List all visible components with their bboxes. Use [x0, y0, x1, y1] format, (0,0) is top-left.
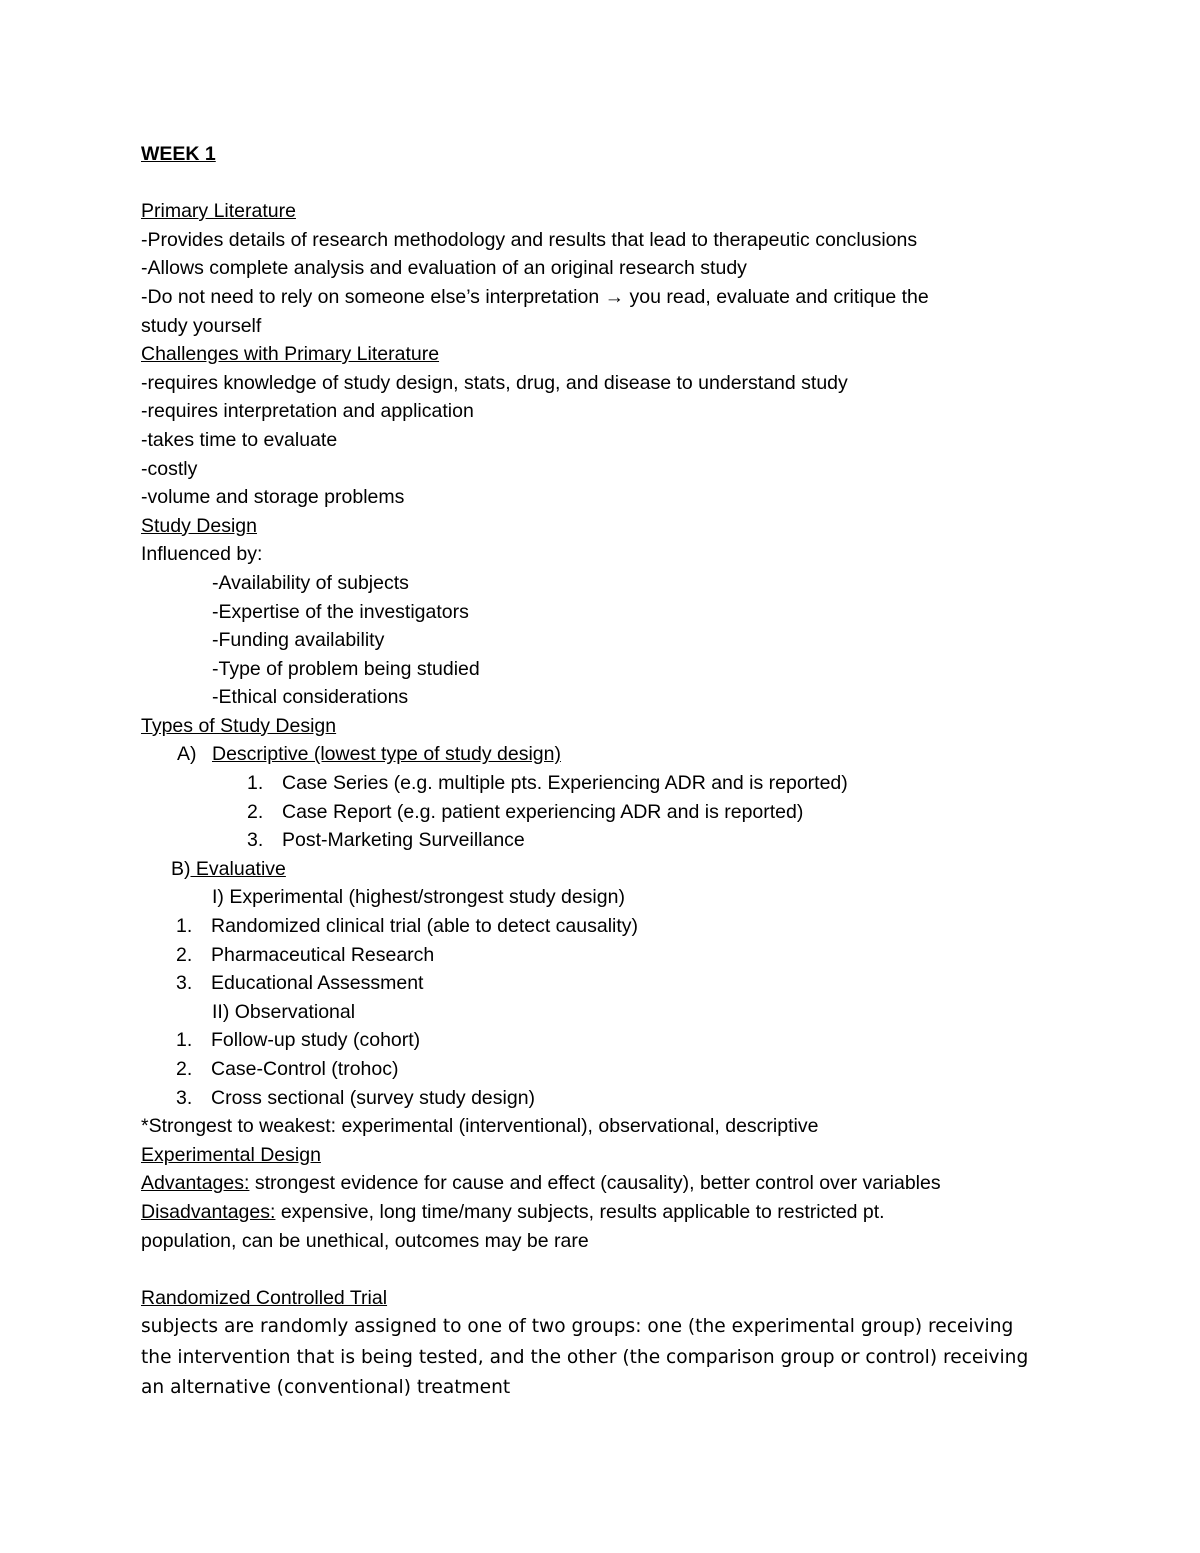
evaluative-item: [141, 855, 1041, 884]
disadvantages-line: [141, 1198, 1041, 1227]
advantages-label: Advantages:: [141, 1172, 250, 1195]
observational-subitem: [141, 1084, 1041, 1113]
primary-literature-heading: Primary Literature: [141, 200, 296, 223]
list-text: Case-Control (trohoc): [211, 1058, 399, 1080]
study-design-item: -Availability of subjects: [212, 571, 409, 594]
primary-literature-item: -Do not need to rely on someone else’s interpretation → you read, evaluate and critique the: [141, 285, 929, 308]
descriptive-label: Descriptive (lowest type of study design): [212, 743, 561, 766]
observational-subitem: [141, 1026, 1041, 1055]
list-marker: A): [177, 743, 197, 766]
advantages-line: [141, 1169, 1041, 1198]
rct-heading: Randomized Controlled Trial: [141, 1286, 388, 1309]
list-number: 3.: [176, 1086, 193, 1109]
list-number: 3.: [176, 972, 193, 995]
experimental-subitem: [141, 969, 1041, 998]
list-marker: B): [171, 857, 191, 880]
spacer: [141, 169, 1041, 198]
study-design-item: -Ethical considerations: [212, 686, 409, 709]
list-number: 2.: [247, 800, 264, 823]
descriptive-subitem: [141, 769, 1041, 798]
list-number: 2.: [176, 1058, 193, 1080]
study-design-intro: Influenced by:: [141, 543, 263, 566]
list-text: Follow-up study (cohort): [211, 1029, 421, 1052]
list-number: 1.: [176, 1029, 193, 1052]
challenges-item: -requires interpretation and application: [141, 400, 474, 423]
experimental-subitem: [141, 912, 1041, 941]
disadvantages-text: expensive, long time/many subjects, results applicable to restricted pt.: [275, 1200, 885, 1223]
rct-body: subjects are randomly assigned to one of two groups: one (the experimental group) receiving the intervention that is being tested, and the other (the comparison group or control) receiving an alternative (conventional) treatment: [141, 1316, 1029, 1399]
challenges-item: -takes time to evaluate: [141, 428, 338, 451]
spacer: [141, 1255, 1041, 1284]
challenges-item: -requires knowledge of study design, stats, drug, and disease to understand study: [141, 371, 848, 394]
list-text: Post-Marketing Surveillance: [282, 829, 525, 852]
list-text: Cross sectional (survey study design): [211, 1086, 536, 1109]
study-design-item: -Expertise of the investigators: [212, 600, 469, 623]
observational-subitem: [141, 1055, 1041, 1084]
primary-literature-item: -Provides details of research methodology and results that lead to therapeutic conclusions: [141, 228, 918, 251]
list-text: Case Report (e.g. patient experiencing ADR and is reported): [282, 800, 804, 823]
experimental-subitem: [141, 941, 1041, 970]
experimental-design-heading: Experimental Design: [141, 1143, 321, 1166]
observational-label: II) Observational: [212, 1000, 356, 1023]
challenges-item: -volume and storage problems: [141, 486, 405, 509]
disadvantages-continued: population, can be unethical, outcomes may be rare: [141, 1229, 589, 1252]
evaluative-label: Evaluative: [190, 857, 286, 880]
descriptive-item: [141, 740, 1041, 769]
notes-body: [141, 140, 1041, 1404]
study-design-item: -Funding availability: [212, 629, 385, 652]
study-design-item: -Type of problem being studied: [212, 657, 480, 680]
strength-note: *Strongest to weakest: experimental (interventional), observational, descriptive: [141, 1115, 819, 1138]
study-design-heading: Study Design: [141, 514, 257, 537]
list-number: 3.: [247, 829, 264, 852]
descriptive-subitem: [141, 826, 1041, 855]
list-number: 1.: [176, 915, 193, 938]
list-number: 2.: [176, 943, 193, 966]
advantages-text: strongest evidence for cause and effect (causality), better control over variables: [249, 1172, 941, 1195]
list-number: 1.: [247, 772, 264, 795]
challenges-heading: Challenges with Primary Literature: [141, 343, 440, 366]
primary-literature-item: -Allows complete analysis and evaluation of an original research study: [141, 257, 747, 280]
list-text: Case Series (e.g. multiple pts. Experiencing ADR and is reported): [282, 772, 848, 795]
types-heading: Types of Study Design: [141, 714, 337, 737]
challenges-item: -costly: [141, 457, 198, 480]
primary-literature-item: study yourself: [141, 314, 262, 337]
experimental-label: I) Experimental (highest/strongest study design): [212, 886, 625, 909]
list-text: Randomized clinical trial (able to detect causality): [211, 915, 639, 938]
list-text: Pharmaceutical Research: [211, 943, 435, 966]
descriptive-subitem: [141, 798, 1041, 827]
list-text: Educational Assessment: [211, 972, 424, 995]
disadvantages-label: Disadvantages:: [141, 1200, 276, 1223]
page-title: WEEK 1: [141, 143, 216, 165]
